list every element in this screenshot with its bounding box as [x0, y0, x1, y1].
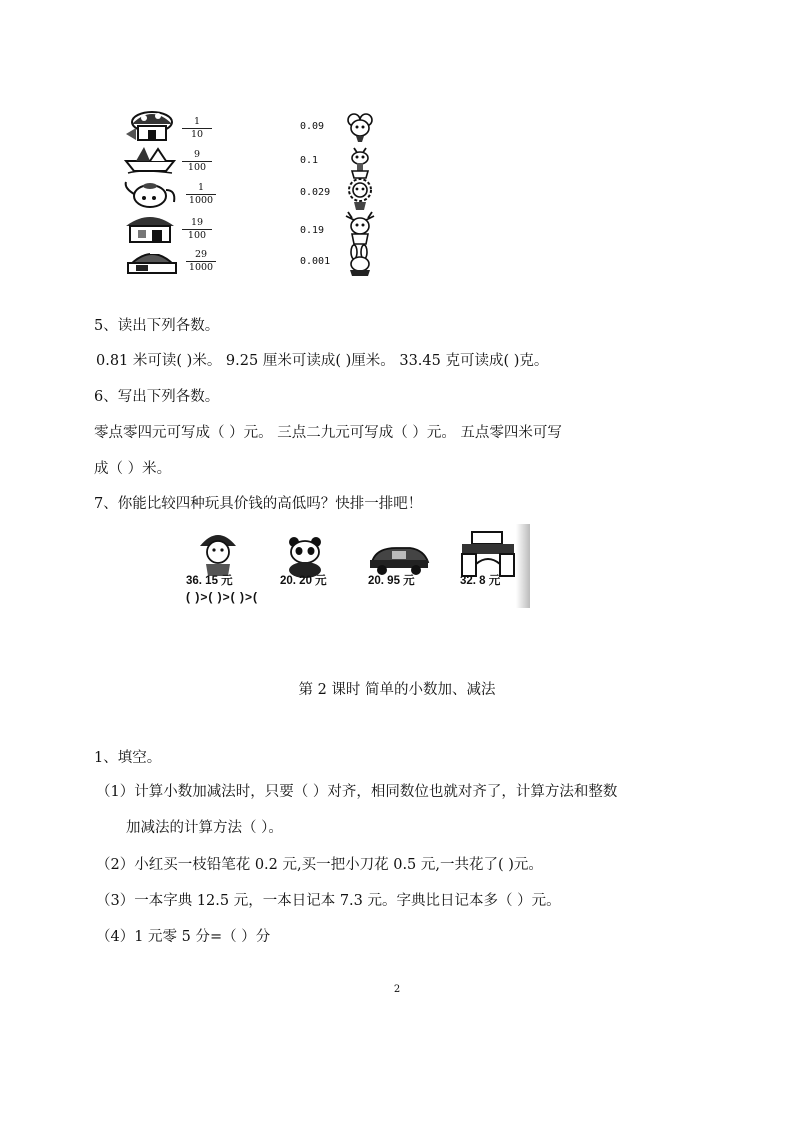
fraction-numerator: 9	[182, 150, 212, 162]
fraction-denominator: 1000	[188, 262, 214, 273]
fraction-denominator: 100	[187, 230, 207, 241]
toy-price: 20. 20 元	[280, 575, 327, 587]
mouse-icon	[340, 110, 380, 144]
cap-mushroom-house-icon	[122, 110, 178, 144]
question-6-line-2: 成（ ）米。	[94, 461, 172, 477]
fraction-numerator: 29	[186, 250, 216, 262]
toy-price: 20. 95 元	[368, 575, 415, 587]
giraffe-icon	[340, 144, 380, 180]
moose-icon	[340, 210, 380, 246]
decimal-value: 0.029	[300, 187, 331, 198]
rabbit-icon	[340, 244, 380, 278]
decimal-value: 0.001	[300, 256, 331, 267]
toy-price: 32. 8 元	[460, 575, 501, 587]
question-1-item-2: （2）小红买一枝铅笔花 0.2 元,买一把小刀花 0.5 元,一共花了( )元。	[96, 857, 543, 873]
fraction-denominator: 1000	[188, 195, 214, 206]
fraction	[182, 117, 212, 140]
cottage-icon	[120, 210, 180, 244]
question-1-item-1-line-1: （1）计算小数加减法时，只要（ ）对齐，相同数位也就对齐了，计算方法和整数	[96, 784, 618, 800]
toy-price-figure	[180, 524, 530, 608]
matching-exercise	[0, 0, 794, 290]
page-number: 2	[393, 984, 401, 995]
blocks-icon	[458, 530, 518, 578]
toy-price: 36. 15 元	[186, 575, 233, 587]
lesson-title: 第 2 课时 简单的小数加、减法	[298, 682, 496, 698]
lion-icon	[340, 176, 380, 212]
fraction-denominator: 10	[190, 129, 204, 140]
decimal-value: 0.09	[300, 121, 325, 132]
price-order-blanks: ( )>( )>( )>(	[186, 590, 258, 604]
question-1-item-1-line-2: 加减法的计算方法（ ）。	[126, 820, 283, 836]
fraction-numerator: 1	[186, 183, 216, 195]
decimal-value: 0.1	[300, 155, 319, 166]
fraction-numerator: 1	[182, 117, 212, 129]
paper-boat-icon	[122, 143, 178, 175]
question-5-line: 0.81 米可读( )米。 9.25 厘米可读成( )厘米。 33.45 克可读成( )克。	[96, 353, 549, 369]
fraction	[186, 250, 216, 273]
fraction	[186, 183, 216, 206]
question-1-item-3: （3）一本字典 12.5 元，一本日记本 7.3 元。字典比日记本多（ ）元。	[96, 893, 561, 909]
doll-icon	[192, 528, 244, 578]
question-1-item-4: （4）1 元零 5 分=（ ）分	[96, 929, 271, 945]
fraction-denominator: 100	[187, 162, 207, 173]
decimal-value: 0.19	[300, 225, 325, 236]
fraction-numerator: 19	[182, 218, 212, 230]
question-6-title: 6、写出下列各数。	[94, 389, 220, 405]
question-5-title: 5、读出下列各数。	[94, 318, 220, 334]
question-1-title: 1、填空。	[94, 750, 162, 766]
question-7-title: 7、你能比较四种玩具价钱的高低吗？快排一排吧！	[94, 496, 423, 512]
teapot-icon	[120, 176, 180, 210]
fraction	[182, 150, 212, 173]
tent-house-icon	[120, 245, 180, 275]
fraction	[182, 218, 212, 241]
figure-shadow	[516, 524, 530, 608]
question-6-line-1: 零点零四元可写成（ ）元。 三点二九元可写成（ ）元。 五点零四米可写	[94, 425, 562, 441]
